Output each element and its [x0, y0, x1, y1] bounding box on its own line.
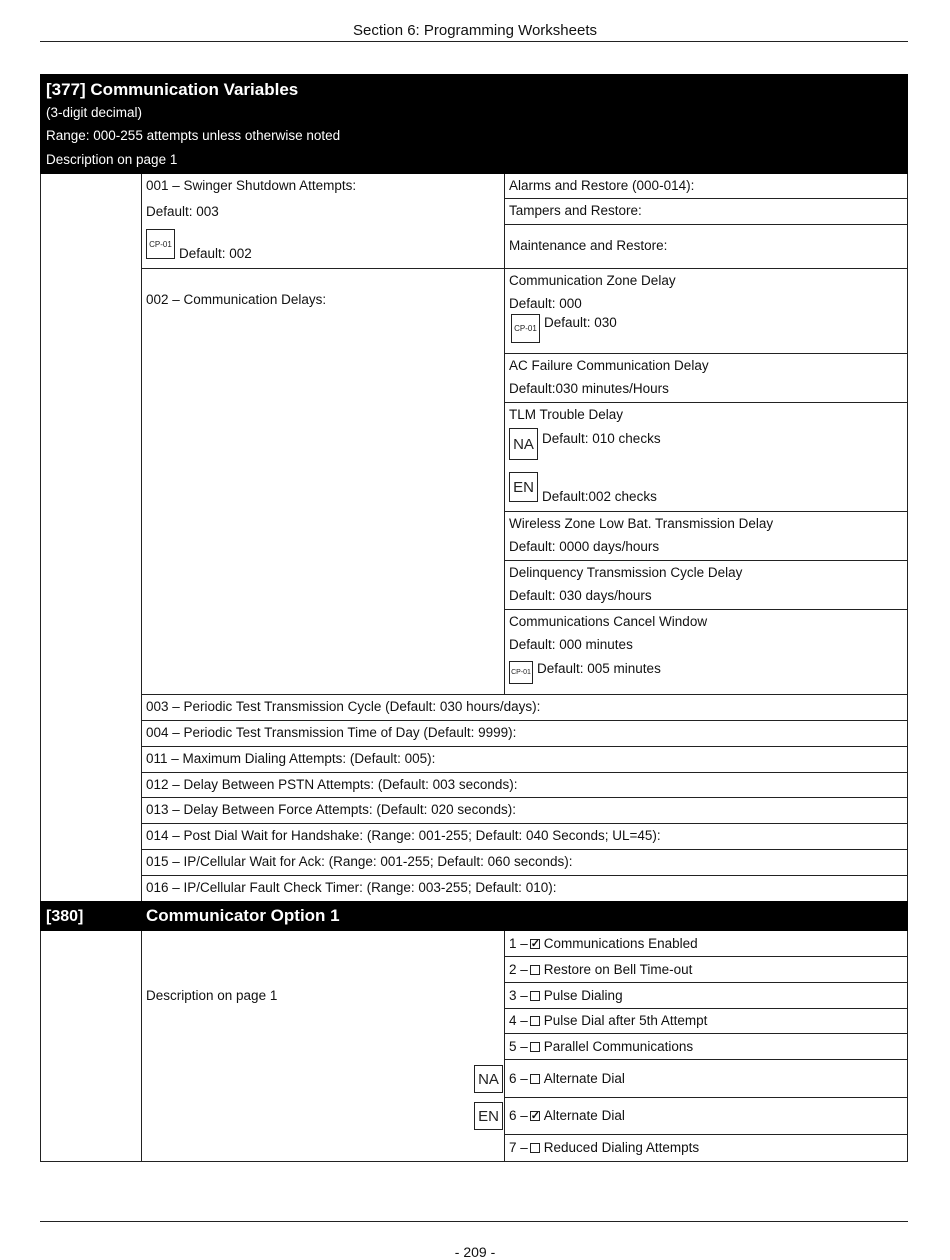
section-380-header: [40, 901, 908, 931]
tlm-na-default: Default: 010 checks: [542, 431, 661, 446]
list-item-003: 003 – Periodic Test Transmission Cycle (Default: 030 hours/days):: [146, 699, 541, 714]
option-3: [509, 988, 623, 1004]
checkbox-empty-icon[interactable]: [530, 991, 540, 1001]
option-number: 3 –: [509, 988, 528, 1003]
option-label: Communications Enabled: [543, 936, 698, 951]
checkbox-empty-icon[interactable]: [530, 1016, 540, 1026]
option-5: [509, 1039, 693, 1055]
comm-zone-delay-title: Communication Zone Delay: [509, 273, 676, 288]
checkbox-checked-icon[interactable]: [530, 1111, 540, 1121]
option-number: 2 –: [509, 962, 528, 977]
option-number: 6 –: [509, 1108, 528, 1123]
delinquency-cycle-title: Delinquency Transmission Cycle Delay: [509, 565, 743, 580]
option-number: 7 –: [509, 1140, 528, 1155]
option-6-na: [509, 1071, 625, 1087]
checkbox-empty-icon[interactable]: [530, 1074, 540, 1084]
item-001-cp-default: Default: 002: [179, 246, 252, 261]
tlm-en-default: Default:002 checks: [542, 489, 657, 504]
option-number: 6 –: [509, 1071, 528, 1086]
option-1: [509, 936, 698, 952]
section-377-description-ref: Description on page 1: [46, 152, 178, 167]
comm-zone-delay-default: Default: 000: [509, 296, 582, 311]
list-item-013: 013 – Delay Between Force Attempts: (Default: 020 seconds):: [146, 802, 516, 817]
item-001-alarms-restore: Alarms and Restore (000-014):: [509, 178, 695, 193]
item-001-label: 001 – Swinger Shutdown Attempts:: [146, 178, 357, 193]
option-4: [509, 1013, 707, 1029]
cp-01-icon: CP-01: [146, 229, 175, 259]
item-001-maintenance-restore: Maintenance and Restore:: [509, 238, 668, 253]
footer-rule: [40, 1221, 908, 1222]
option-7: [509, 1140, 699, 1156]
section-380-title: Communicator Option 1: [146, 906, 340, 925]
checkbox-empty-icon[interactable]: [530, 965, 540, 975]
cancel-window-title: Communications Cancel Window: [509, 614, 708, 629]
page-header-title: Section 6: Programming Worksheets: [353, 22, 597, 39]
item-001-default: Default: 003: [146, 204, 219, 219]
header-rule: [40, 41, 908, 42]
option-label: Pulse Dial after 5th Attempt: [543, 1013, 708, 1028]
section-377-range: Range: 000-255 attempts unless otherwise noted: [46, 128, 341, 143]
option-number: 5 –: [509, 1039, 528, 1054]
ac-failure-delay-title: AC Failure Communication Delay: [509, 358, 709, 373]
na-icon: NA: [509, 428, 538, 460]
section-377-header: [40, 74, 908, 174]
option-label: Pulse Dialing: [543, 988, 623, 1003]
list-item-011: 011 – Maximum Dialing Attempts: (Default: 005):: [146, 751, 436, 766]
item-002-label: 002 – Communication Delays:: [146, 292, 327, 307]
section-380-code: [380]: [46, 908, 84, 925]
option-label: Parallel Communications: [543, 1039, 694, 1054]
en-icon: EN: [509, 472, 538, 502]
wireless-low-bat-default: Default: 0000 days/hours: [509, 539, 660, 554]
cancel-window-default: Default: 000 minutes: [509, 637, 633, 652]
option-number: 1 –: [509, 936, 528, 951]
wireless-low-bat-title: Wireless Zone Low Bat. Transmission Delay: [509, 516, 774, 531]
checkbox-checked-icon[interactable]: [530, 939, 540, 949]
list-item-012: 012 – Delay Between PSTN Attempts: (Default: 003 seconds):: [146, 777, 518, 792]
na-icon: NA: [474, 1065, 503, 1093]
comm-zone-delay-cp-default: Default: 030: [544, 315, 617, 330]
list-item-015: 015 – IP/Cellular Wait for Ack: (Range: 001-255; Default: 060 seconds):: [146, 854, 573, 869]
option-label: Alternate Dial: [543, 1071, 625, 1086]
option-6-en: [509, 1108, 625, 1124]
list-item-004: 004 – Periodic Test Transmission Time of Day (Default: 9999):: [146, 725, 517, 740]
page-number: - 209 -: [454, 1244, 496, 1260]
section-377-format: (3-digit decimal): [46, 105, 143, 120]
ac-failure-delay-default: Default:030 minutes/Hours: [509, 381, 669, 396]
section-380-description-ref: Description on page 1: [146, 988, 278, 1003]
item-001-tampers-restore: Tampers and Restore:: [509, 203, 642, 218]
option-label: Alternate Dial: [543, 1108, 625, 1123]
cancel-window-cp-default: Default: 005 minutes: [537, 661, 661, 676]
section-377-title: [377] Communication Variables: [46, 80, 299, 99]
list-item-014: 014 – Post Dial Wait for Handshake: (Range: 001-255; Default: 040 Seconds; UL=45):: [146, 828, 661, 843]
option-number: 4 –: [509, 1013, 528, 1028]
option-label: Restore on Bell Time-out: [543, 962, 693, 977]
cp-01-icon: CP-01: [511, 314, 540, 343]
tlm-trouble-delay-title: TLM Trouble Delay: [509, 407, 624, 422]
en-icon: EN: [474, 1102, 503, 1130]
list-item-016: 016 – IP/Cellular Fault Check Timer: (Range: 003-255; Default: 010):: [146, 880, 557, 895]
checkbox-empty-icon[interactable]: [530, 1042, 540, 1052]
delinquency-cycle-default: Default: 030 days/hours: [509, 588, 652, 603]
cp-01-icon: CP-01: [509, 661, 533, 684]
checkbox-empty-icon[interactable]: [530, 1143, 540, 1153]
option-2: [509, 962, 692, 978]
option-label: Reduced Dialing Attempts: [543, 1140, 700, 1155]
